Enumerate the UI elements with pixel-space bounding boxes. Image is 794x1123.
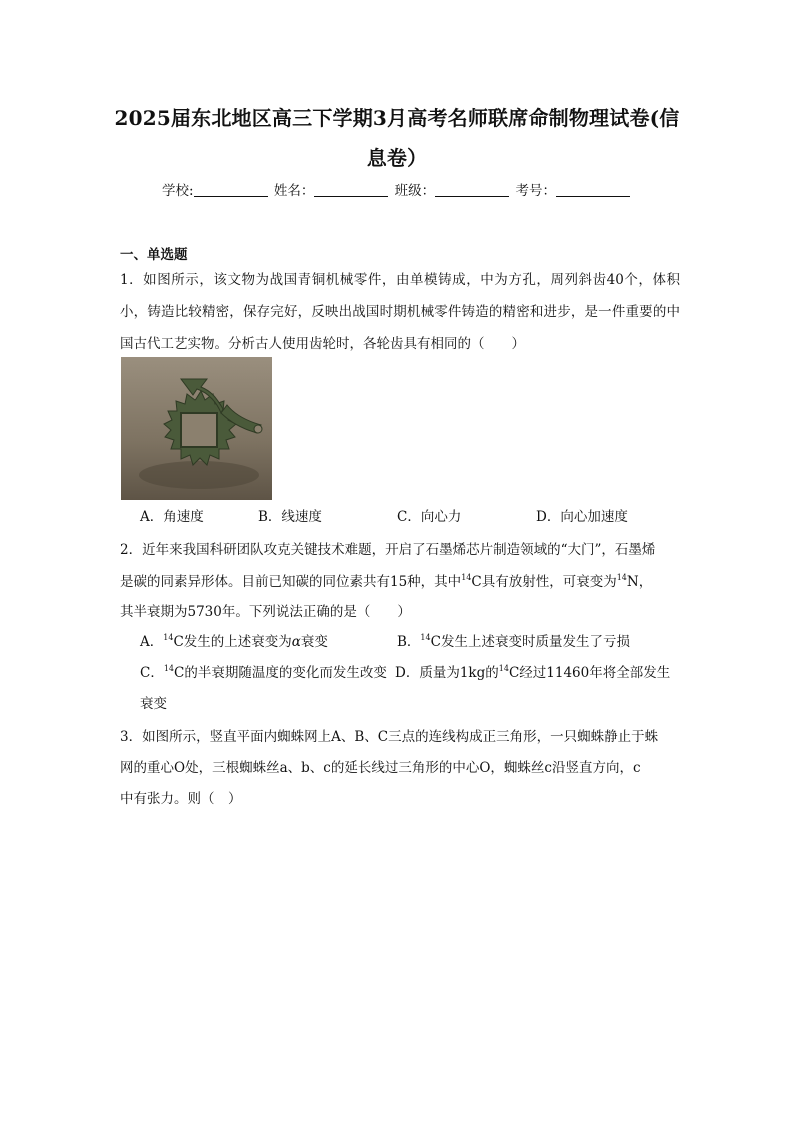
question-2-option-a: A．$^{14}$C发生的上述衰变为α衰变 [140,633,328,650]
bronze-gear-photo [121,357,272,500]
question-2-option-c: C．$^{14}$C的半衰期随温度的变化而发生改变 [140,664,387,681]
question-1-text: 1．如图所示，该文物为战国青铜机械零件，由单模铸成，中为方孔，周列斜齿40个，体积小，铸造比较精密，保存完好，反映出战国时期机械零件铸造的精密和进步，是一件重要的中国古代工艺实物。分析古人使用齿轮时，各轮齿具有相同的（ ） [120,272,680,352]
question-2-line-3: 其半衰期为5730年。下列说法正确的是（ ） [120,604,411,620]
gear-square-hole [181,413,217,447]
section-heading: 一、单选题 [120,247,188,263]
question-1-option-c: C．向心力 [397,509,462,525]
school-blank[interactable] [194,182,268,197]
class-blank[interactable] [435,182,509,197]
exam-number-label: 考号： [515,183,556,199]
name-blank[interactable] [314,182,388,197]
question-3-line-1: 3．如图所示，竖直平面内蜘蛛网上A、B、C三点的连线构成正三角形，一只蜘蛛静止于蛛 [120,729,659,745]
title-line-2: 息卷） [366,146,428,170]
question-2-line-1: 2．近年来我国科研团队攻克关键技术难题，开启了石墨烯芯片制造领域的“大门”，石墨烯 [120,542,656,558]
class-label: 班级： [394,183,436,199]
paper-title [110,98,684,178]
question-3-line-2: 网的重心O处，三根蜘蛛丝a、b、c的延长线过三角形的中心O，蜘蛛丝c沿竖直方向，c [120,760,641,776]
question-2-option-d: D．质量为1kg的$^{14}$C经过11460年将全部发生 [395,664,671,681]
question-1-option-d: D．向心加速度 [536,509,628,525]
question-2-option-b: B．$^{14}$C发生上述衰变时质量发生了亏损 [397,633,630,650]
exam-number-blank[interactable] [556,182,630,197]
name-label: 姓名： [273,183,315,199]
question-1-option-a: A．角速度 [140,509,204,525]
title-line-1: 2025届东北地区高三下学期3月高考名师联席命制物理试卷(信 [114,106,680,130]
question-2-line-2: 是碳的同素异形体。目前已知碳的同位素共有15种，其中$^{14}$C具有放射性，可衰变为$^{14}$N， [120,573,653,590]
question-1-option-b: B．线速度 [258,509,322,525]
student-info-row [0,181,794,201]
question-3-line-3: 中有张力。则（ ） [120,791,242,807]
question-2-option-d-cont: 衰变 [140,696,167,712]
school-label: 学校: [162,183,194,199]
